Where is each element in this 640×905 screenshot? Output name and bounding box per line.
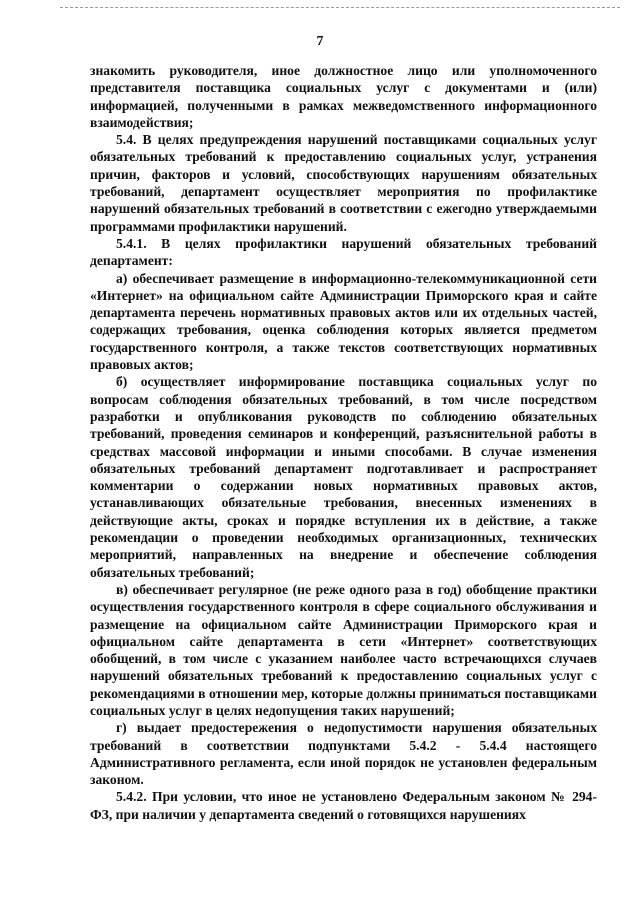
paragraph-item-g: г) выдает предостережения о недопустимости нарушения обязательных требований в соответствии подпунктами 5.4.2 - 5.4.4 настоящего Административного регламента, если иной порядок не установлен федеральным законом. bbox=[90, 720, 597, 788]
paragraph-item-a: а) обеспечивает размещение в информационно-телекоммуникационной сети «Интернет» на официальном сайте Администрации Приморского края и сайте департамента перечень нормативных правовых актов или их отдельных частей, содержащих требования, оценка соблюдения которых является предметом государственного контроля, а также текстов соответствующих нормативных правовых актов; bbox=[90, 270, 597, 373]
paragraph-item-v: в) обеспечивает регулярное (не реже одного раза в год) обобщение практики осуществления государственного контроля в сфере социального обслуживания и размещение на официальном сайте Администрации Приморского края и официальном сайте департамента в сети «Интернет» соответствующих обобщений, в том числе с указанием наиболее часто встречающихся случаев нарушений обязательных требований к предоставлению социальных услуг с рекомендациями в отношении мер, которые должны приниматься поставщиками социальных услуг в целях недопущения таких нарушений; bbox=[90, 581, 597, 718]
paragraph-5-4-1: 5.4.1. В целях профилактики нарушений обязательных требований департамент: bbox=[90, 235, 597, 269]
paragraph-continuation: знакомить руководителя, иное должностное лицо или уполномоченного представителя поставщика социальных услуг с документами и (или) информацией, полученными в рамках межведомственного информационного взаимодействия; bbox=[90, 63, 597, 130]
document-body bbox=[90, 62, 597, 823]
paragraph-5-4-2: 5.4.2. При условии, что иное не установлено Федеральным законом № 294-ФЗ, при наличии у департамента сведений о готовящихся нарушениях bbox=[90, 789, 597, 822]
page-top-edge bbox=[60, 7, 620, 8]
page-number: 7 bbox=[316, 34, 324, 49]
paragraph-5-4: 5.4. В целях предупреждения нарушений поставщиками социальных услуг обязательных требований к предоставлению социальных услуг, устранения причин, факторов и условий, способствующих нарушениям обязательных требований, департамент осуществляет мероприятия по профилактике нарушений обязательных требований в соответствии с ежегодно утверждаемыми программами профилактики нарушений. bbox=[90, 132, 597, 234]
paragraph-item-b: б) осуществляет информирование поставщика социальных услуг по вопросам соблюдения обязательных требований, в том числе посредством разработки и опубликования руководств по соблюдению обязательных требований, проведения семинаров и конференций, разъяснительной работы в средствах массовой информации и иными способами. В случае изменения обязательных требований департамент подготавливает и распространяет комментарии о содержании новых нормативных правовых актов, устанавливающих обязательные требования, внесенных изменениях в действующие акты, сроках и порядке вступления их в действие, а также рекомендации о проведении необходимых организационных, технических мероприятий, направленных на внедрение и обеспечение соблюдения обязательных требований; bbox=[90, 374, 597, 580]
